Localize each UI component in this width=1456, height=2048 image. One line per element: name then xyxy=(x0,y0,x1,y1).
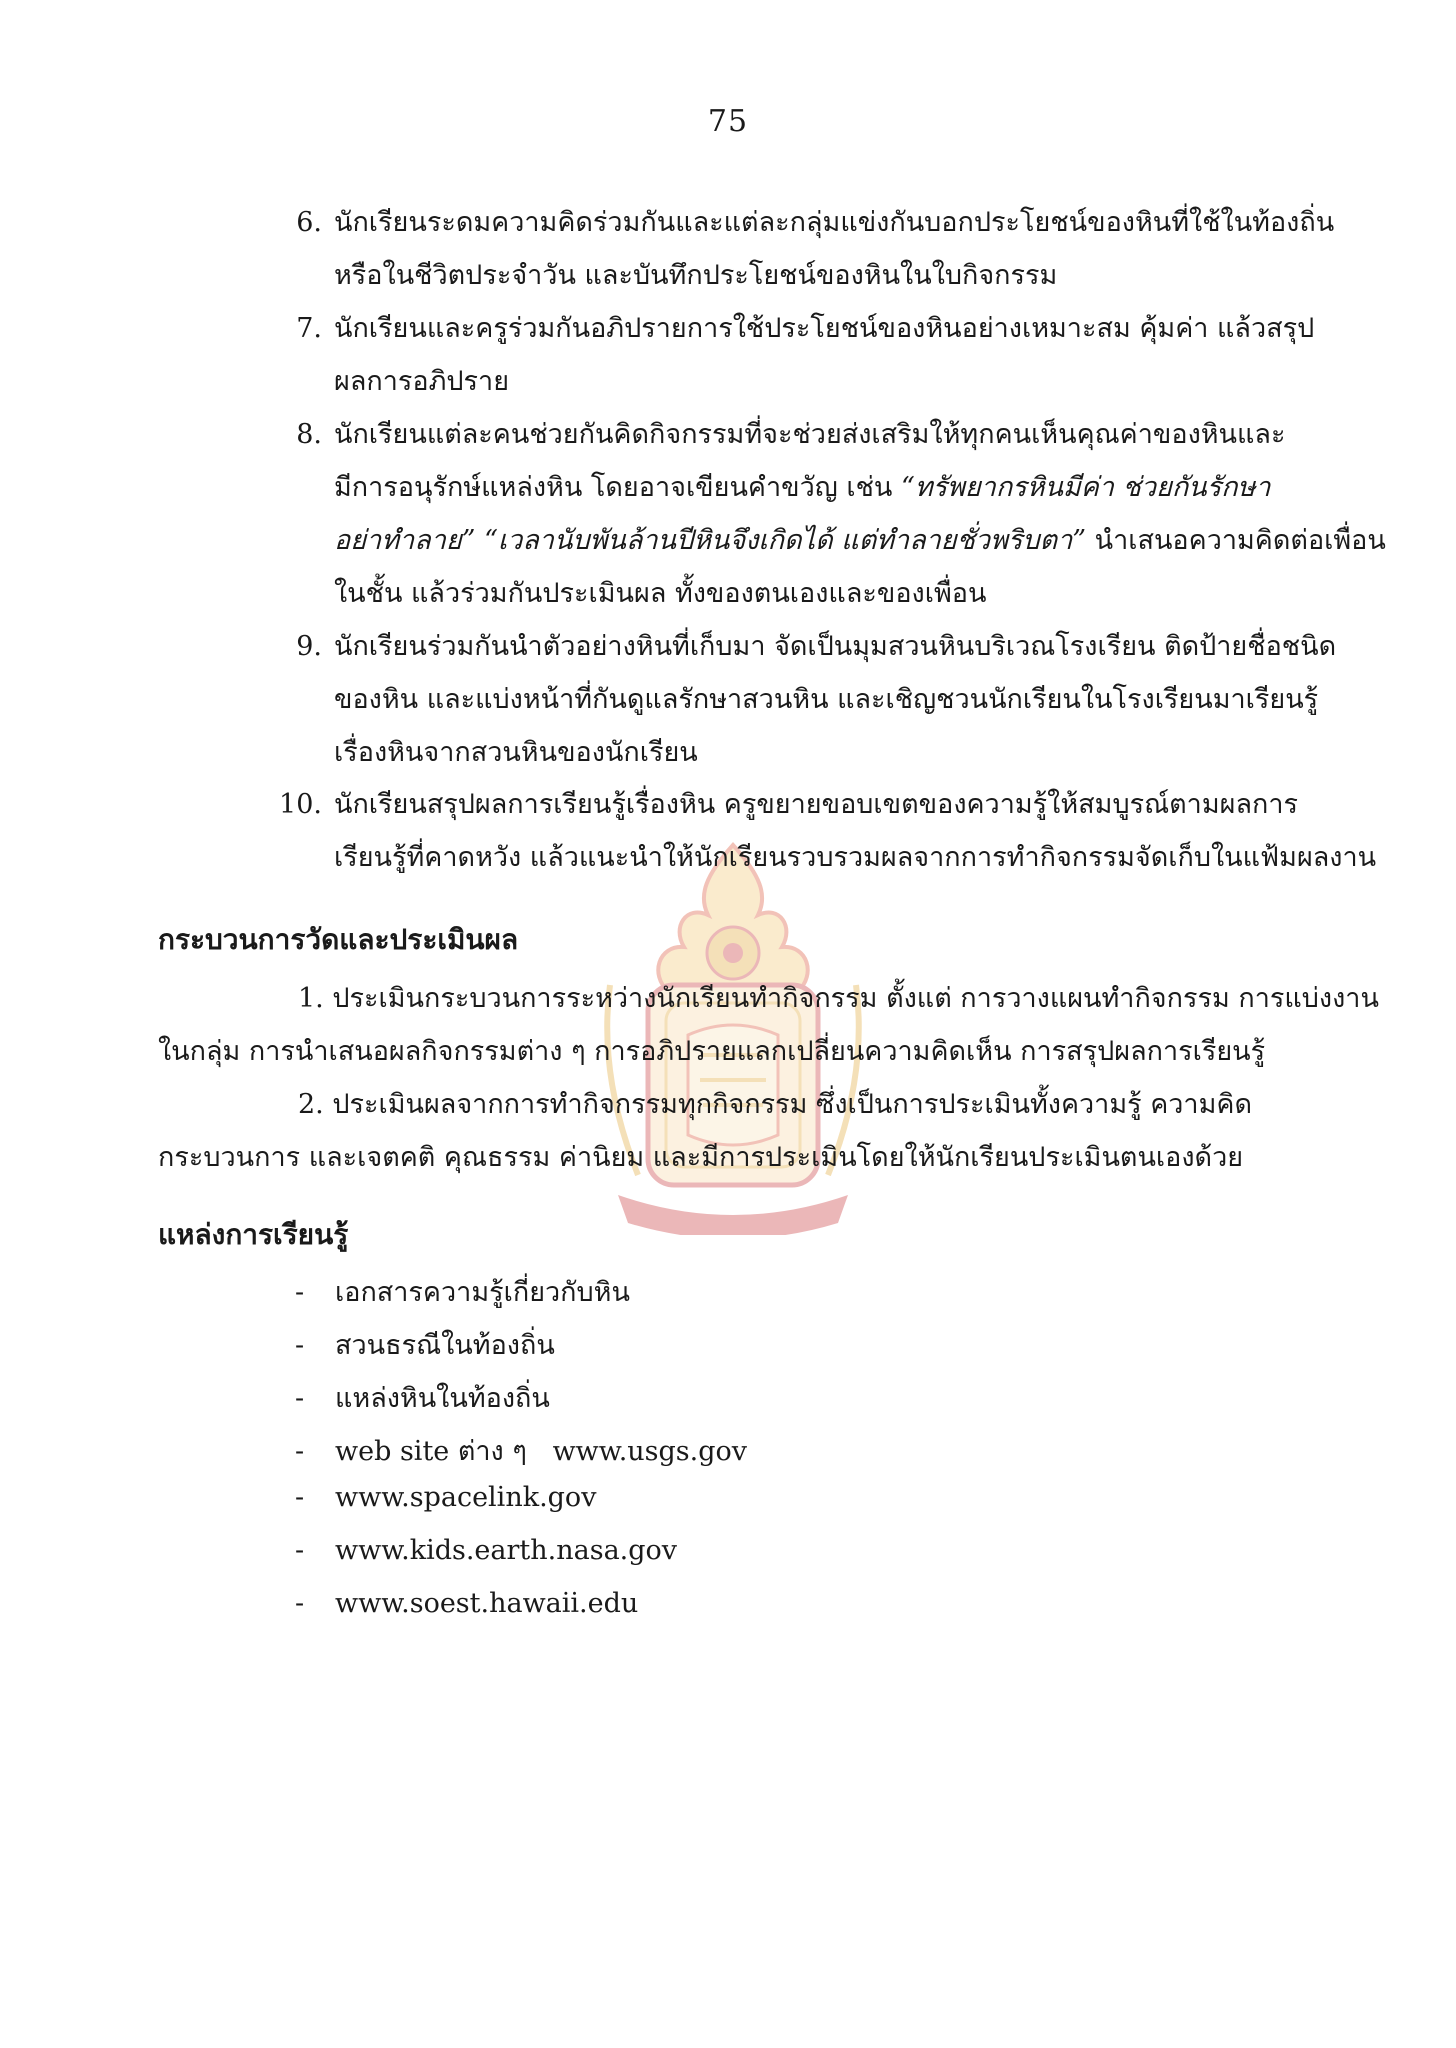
resource-item xyxy=(295,1482,596,1513)
activity-number: 10. xyxy=(279,789,322,820)
bullet-dash: - xyxy=(295,1383,305,1414)
activity-line: นักเรียนแต่ละคนช่วยกันคิดกิจกรรมที่จะช่วยส่งเสริมให้ทุกคนเห็นคุณค่าของหินและ xyxy=(334,419,1286,450)
resource-text: แหล่งหินในท้องถิ่น xyxy=(335,1383,550,1414)
activity-line xyxy=(334,461,1324,514)
activity-line: นักเรียนและครูร่วมกันอภิปรายการใช้ประโยชน์ของหินอย่างเหมาะสม คุ้มค่า แล้วสรุป xyxy=(334,313,1315,344)
bullet-dash: - xyxy=(295,1588,305,1619)
activity-number: 6. xyxy=(296,207,322,238)
activity-line: นักเรียนระดมความคิดร่วมกันและแต่ละกลุ่มแข่งกันบอกประโยชน์ของหินที่ใช้ในท้องถิ่น xyxy=(334,207,1335,238)
bullet-dash: - xyxy=(295,1330,305,1361)
bullet-dash: - xyxy=(295,1535,305,1566)
bullet-dash: - xyxy=(295,1482,305,1513)
bullet-dash: - xyxy=(295,1436,305,1467)
evaluation-line: ในกลุ่ม การนำเสนอผลกิจกรรมต่าง ๆ การอภิปรายแลกเปลี่ยนความคิดเห็น การสรุปผลการเรียนรู้ xyxy=(158,1036,1266,1067)
activity-line xyxy=(334,514,1386,567)
resource-text: สวนธรณีในท้องถิ่น xyxy=(335,1330,555,1361)
activity-line: ผลการอภิปราย xyxy=(334,366,510,397)
slogan-text: อย่าทำลาย” “เวลานับพันล้านปีหินจึงเกิดได้ แต่ทำลายชั่วพริบตา” xyxy=(334,525,1087,556)
activity-text: มีการอนุรักษ์แหล่งหิน โดยอาจเขียนคำขวัญ เช่น xyxy=(334,472,901,503)
resource-text: www.spacelink.gov xyxy=(335,1482,597,1513)
activity-line: หรือในชีวิตประจำวัน และบันทึกประโยชน์ของหินในใบกิจกรรม xyxy=(334,260,1058,291)
activity-text: นำเสนอความคิดต่อเพื่อน xyxy=(1086,525,1386,556)
resource-text: web site ต่าง ๆ www.usgs.gov xyxy=(335,1436,748,1467)
bullet-dash: - xyxy=(295,1277,305,1308)
activity-line: ในชั้น แล้วร่วมกันประเมินผล ทั้งของตนเองและของเพื่อน xyxy=(334,578,987,609)
activity-number: 7. xyxy=(296,313,322,344)
resource-text: www.kids.earth.nasa.gov xyxy=(335,1535,678,1566)
resource-text: เอกสารความรู้เกี่ยวกับหิน xyxy=(335,1277,630,1308)
activity-line: ของหิน และแบ่งหน้าที่กันดูแลรักษาสวนหิน และเชิญชวนนักเรียนในโรงเรียนมาเรียนรู้ xyxy=(334,684,1319,715)
evaluation-line: 2. ประเมินผลจากการทำกิจกรรมทุกกิจกรรม ซึ่งเป็นการประเมินทั้งความรู้ ความคิด xyxy=(298,1089,1252,1120)
resource-item xyxy=(295,1323,555,1366)
activity-number: 8. xyxy=(296,419,322,450)
slogan-text: “ทรัพยากรหินมีค่า ช่วยกันรักษา xyxy=(900,472,1271,503)
resource-text: www.soest.hawaii.edu xyxy=(335,1588,639,1619)
evaluation-line: 1. ประเมินกระบวนการระหว่างนักเรียนทำกิจกรรม ตั้งแต่ การวางแผนทำกิจกรรม การแบ่งงาน xyxy=(298,983,1379,1014)
evaluation-line: กระบวนการ และเจตคติ คุณธรรม ค่านิยม และมีการประเมินโดยให้นักเรียนประเมินตนเองด้วย xyxy=(158,1142,1244,1173)
resources-heading: แหล่งการเรียนรู้ xyxy=(158,1218,349,1251)
activity-line: เรื่องหินจากสวนหินของนักเรียน xyxy=(334,737,698,768)
resource-item xyxy=(295,1588,638,1619)
activity-line: นักเรียนสรุปผลการเรียนรู้เรื่องหิน ครูขยายขอบเขตของความรู้ให้สมบูรณ์ตามผลการ xyxy=(334,789,1298,820)
activity-line: นักเรียนร่วมกันนำตัวอย่างหินที่เก็บมา จัดเป็นมุมสวนหินบริเวณโรงเรียน ติดป้ายชื่อชนิด xyxy=(334,631,1337,662)
resource-item xyxy=(295,1535,677,1566)
resource-item xyxy=(295,1376,550,1419)
activity-line: เรียนรู้ที่คาดหวัง แล้วแนะนำให้นักเรียนรวบรวมผลจากการทำกิจกรรมจัดเก็บในแฟ้มผลงาน xyxy=(334,842,1377,873)
activity-number: 9. xyxy=(296,631,322,662)
page-number: 75 xyxy=(707,104,749,139)
resource-item xyxy=(295,1270,630,1313)
evaluation-heading: กระบวนการวัดและประเมินผล xyxy=(158,923,519,956)
resource-item xyxy=(295,1429,747,1472)
